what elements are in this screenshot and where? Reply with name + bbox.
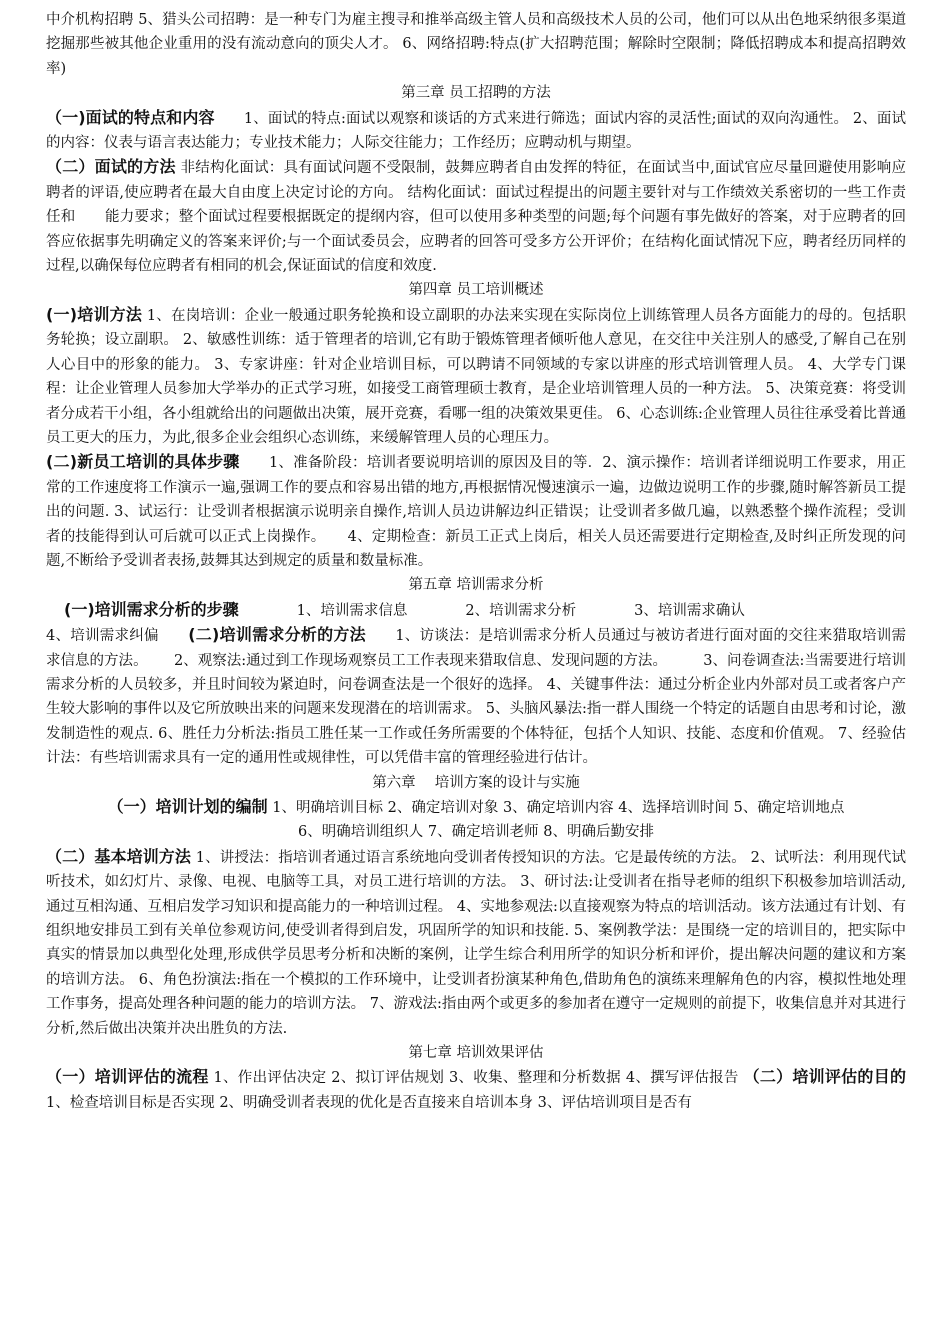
section-text: 非结构化面试：具有面试问题不受限制，鼓舞应聘者自由发挥的特征，在面试当中,面试官应尽量回避使用影响应聘者的评语,使应聘者在最大自由度上决定讨论的方向。 结构化面试：面试过程提出的问题主要针对与工作绩效关系密切的一些工作责任和 能力要求；整个面试过程要根据既定的提纲内容，但可以使用多种类型的问题;每个问题有事先做好的答案，对于应聘者的回答应依据事先明确定义的答案来评价;与一个面试委员会，应聘者的回答可受多方公开评价；在结构化面试情况下应，聘者经历同样的过程,以确保每位应聘者有相同的机会,保证面试的信度和效度. [46, 160, 906, 275]
section-heading: (一)培训需求分析的步骤 [64, 599, 239, 619]
section-text: 1、检查培训目标是否实现 2、明确受训者表现的优化是否直接来自培训本身 3、评估培训项目是否有 [46, 1094, 692, 1111]
chapter-4-section-1 [46, 303, 906, 450]
chapter-6-section-1 [46, 795, 906, 845]
section-heading: （二）基本培训方法 [46, 846, 192, 866]
section-text: 1、在岗培训：企业一般通过职务轮换和设立副职的办法来实现在实际岗位上训练管理人员各方面能力的母的。包括职务轮换；设立副职。 2、敏感性训练：适于管理者的培训,它有助于锻炼管理者倾听他人意见，在交往中关注别人的感受,了解自己在别人心目中的形象的能力。 3、专家讲座：针对企业培训目标，可以聘请不同领域的专家以讲座的形式培训管理人员。 4、大学专门课程：让企业管理人员参加大学举办的正式学习班，如接受工商管理硕士教育，是企业培训管理人员的一种方法。 5、决策竞赛：将受训者分成若干小组，各小组就给出的问题做出决策，展开竞赛，看哪一组的决策效果更佳。 6、心态训练:企业管理人员往往承受着比普通员工更大的压力，为此,很多企业会组织心态训练，来缓解管理人员的心理压力。 [46, 307, 906, 446]
section-text: 1、明确培训目标 2、确定培训对象 3、确定培训内容 4、选择培训时间 5、确定培训地点 [267, 800, 845, 816]
section-heading: （二）面试的方法 [46, 157, 176, 177]
section-heading: （一）培训计划的编制 [107, 797, 268, 816]
section-text: 1、讲授法：指培训者通过语言系统地向受训者传授知识的方法。它是最传统的方法。 2、试听法：利用现代试听技术，如幻灯片、录像、电视、电脑等工具，对员工进行培训的方法。 3、研讨法:让受训者在指导老师的组织下积极参加培训活动,通过互相沟通、互相启发学习知识和提高能力的一种培训过程。 4、实地参观法:以直接观察为特点的培训活动。该方法通过有计划、有组织地安排员工到有关单位参观访问,使受训者得到启发，巩固所学的知识和技能. 5、案例教学法：是围绕一定的培训目的，把实际中真实的情景加以典型化处理,形成供学员思考分析和决断的案例，让学生综合利用所学的知识分析和评价，提出解决问题的建议和方案的培训方法。 6、角色扮演法:指在一个模拟的工作环境中，让受训者扮演某种角色,借助角色的演练来理解角色的内容，模拟性地处理工作事务，提高处理各种问题的能力的培训方法。 7、游戏法:指由两个或更多的参加者在遵守一定规则的前提下，收集信息并对其进行分析,然后做出决策并决出胜负的方法. [46, 849, 906, 1037]
chapter-3-section-2 [46, 155, 906, 278]
section-text: 1、访谈法：是培训需求分析人员通过与被访者进行面对面的交往来猎取培训需求信息的方法。 2、观察法:通过到工作现场观察员工工作表现来猎取信息、发现问题的方法。 3、问卷调查法:当需要进行培训需求分析的人员较多，并且时间较为紧迫时，问卷调查法是一个很好的选择。 4、关键事件法：通过分析企业内外部对员工或者客户产生较大影响的事件以及它所放映出来的问题来发现潜在的培训需求。 5、头脑风暴法:指一群人围绕一个特定的话题自由思考和讨论，激发制造性的观点. 6、胜任力分析法:指员工胜任某一工作或任务所需要的个体特征，包括个人知识、技能、态度和价值观。 7、经验估计法：有些培训需求具有一定的通用性或规律性，可以凭借丰富的管理经验进行估计。 [46, 628, 906, 767]
section-heading: (二)培训需求分析的方法 [188, 625, 366, 645]
section-text: 1、准备阶段：培训者要说明培训的原因及目的等．2、演示操作：培训者详细说明工作要求，用正常的工作速度将工作演示一遍,强调工作的要点和容易出错的地方,再根据情况慢速演示一遍，边做边说明工作的步骤,随时解答新员工提出的问题. 3、试运行：让受训者根据演示说明亲自操作,培训人员边讲解边纠正错误；让受训者多做几遍，以熟悉整个操作流程；受训者的技能得到认可后就可以正式上岗操作。 4、定期检查：新员工正式上岗后，相关人员还需要进行定期检查,及时纠正所发现的问题,不断给予受训者表扬,鼓舞其达到规定的质量和数量标准。 [46, 455, 906, 569]
chapter-6-title: 第六章 培训方案的设计与实施 [372, 774, 580, 791]
chapter-7-title: 第七章 培训效果评估 [408, 1045, 544, 1062]
section-heading: （二）培训评估的目的 [743, 1067, 906, 1087]
section-text: 6、明确培训组织人 7、确定培训老师 8、明确后勤安排 [298, 824, 654, 841]
chapter-3-title: 第三章 员工招聘的方法 [401, 85, 551, 102]
chapter-5-section-2 [46, 623, 906, 770]
chapter-4-section-2 [46, 450, 906, 573]
section-text: 1、面试的特点:面试以观察和谈话的方式来进行筛选；面试内容的灵活性;面试的双向沟通性。 2、面试的内容：仪表与语言表达能力；专业技术能力；人际交往能力；工作经历；应聘动机与期望。 [46, 110, 906, 152]
section-text: 4、培训需求纠偏 [46, 628, 189, 645]
section-text: 1、培训需求信息 2、培训需求分析 3、培训需求确认 [238, 602, 745, 619]
intro-paragraph: 中介机构招聘 5、猎头公司招聘：是一种专门为雇主搜寻和推举高级主管人员和高级技术人员的公司，他们可以从出色地采纳很多渠道挖掘那些被其他企业重用的没有流动意向的顶尖人才。 6、网络招聘:特点(扩大招聘范围；解除时空限制；降低招聘成本和提高招聘效率) [46, 12, 906, 77]
section-heading: (二)新员工培训的具体步骤 [46, 452, 240, 472]
chapter-6-section-2 [46, 845, 906, 1041]
chapter-4-title: 第四章 员工培训概述 [408, 282, 544, 299]
chapter-3-section-1 [46, 106, 906, 156]
section-text: 1、作出评估决定 2、拟订评估规划 3、收集、整理和分析数据 4、撰写评估报告 [208, 1070, 744, 1087]
section-heading: (一)培训方法 [46, 304, 143, 324]
chapter-5-title: 第五章 培训需求分析 [408, 577, 544, 594]
section-heading: （一）培训评估的流程 [46, 1067, 209, 1087]
chapter-5-section-1 [46, 598, 906, 623]
chapter-7-sections [46, 1065, 906, 1115]
section-heading: （一)面试的特点和内容 [46, 107, 215, 127]
